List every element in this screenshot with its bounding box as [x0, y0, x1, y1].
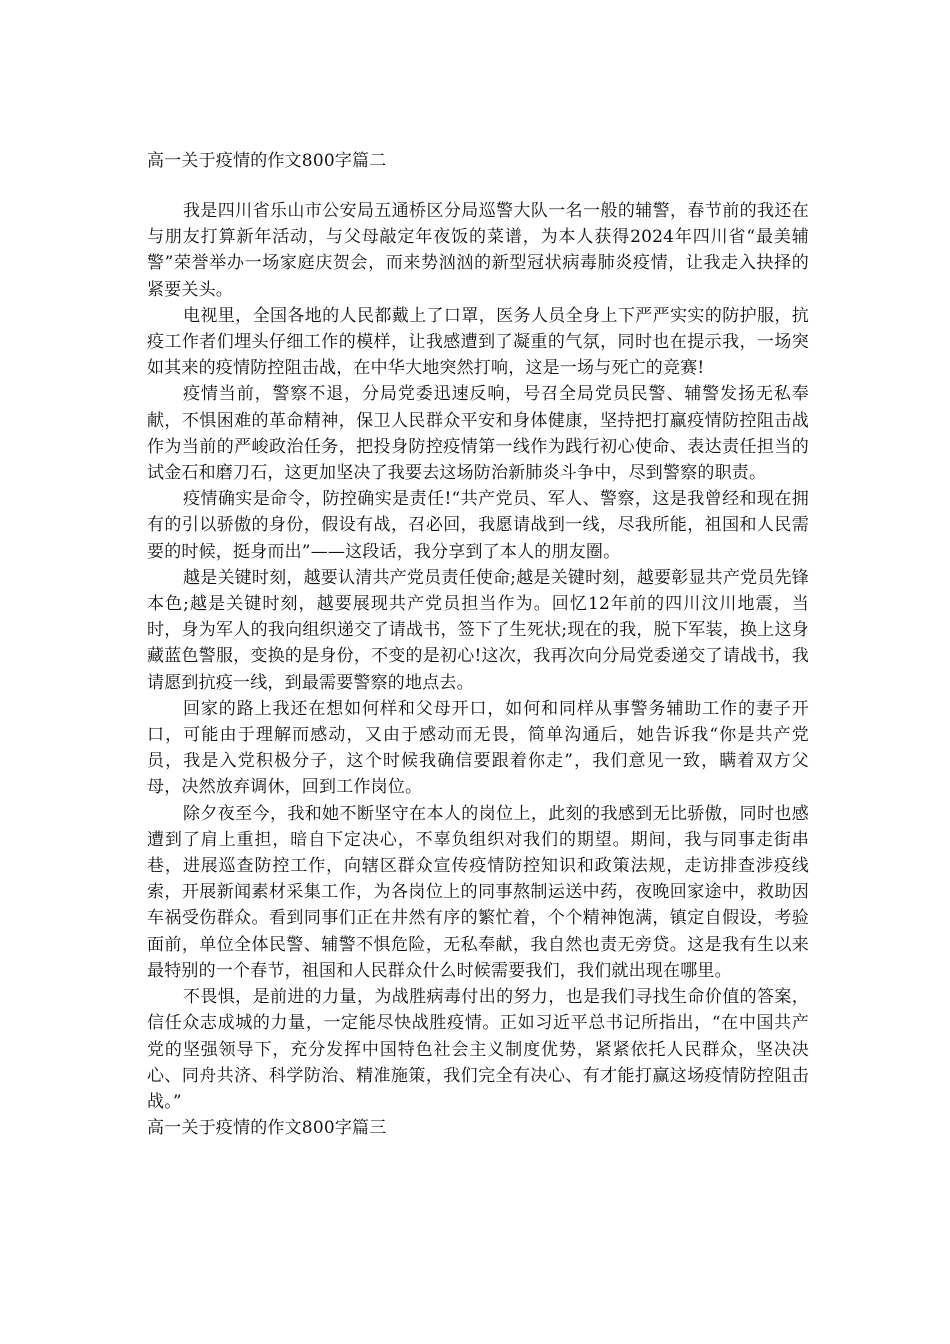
paragraph-5: 越是关键时刻，越要认清共产党员责任使命;越是关键时刻，越要彰显共产党员先锋本色;越是关键时刻，越要展现共产党员担当作为。回忆12年前的四川汶川地震，当时，身为军人的我向组织递交了请战书，签下了生死状;现在的我，脱下军装，换上这身藏蓝色警服，变换的是身份，不变的是初心!这次，我再次向分局党委递交了请战书，我请愿到抗疫一线，到最需要警察的地点去。 — [147, 567, 809, 693]
document-page — [147, 148, 809, 1141]
paragraph-7: 除夕夜至今，我和她不断坚守在本人的岗位上，此刻的我感到无比骄傲，同时也感遭到了肩上重担，暗自下定决心，不辜负组织对我们的期望。期间，我与同事走街串巷，进展巡查防控工作，向辖区群众宣传疫情防控知识和政策法规，走访排查涉疫线索，开展新闻素材采集工作，为各岗位上的同事熬制运送中药，夜晚回家途中，救助因车祸受伤群众。看到同事们正在井然有序的繁忙着，个个精神饱满，镇定自假设，考验面前，单位全体民警、辅警不惧危险，无私奉献，我自然也责无旁贷。这是我有生以来最特别的一个春节，祖国和人民群众什么时候需要我们，我们就出现在哪里。 — [147, 803, 809, 981]
section-title-3: 高一关于疫情的作文800字篇三 — [147, 1118, 387, 1139]
paragraph-8: 不畏惧，是前进的力量，为战胜病毒付出的努力，也是我们寻找生命价值的答案，信任众志成城的力量，一定能尽快战胜疫情。正如习近平总书记所指出，“在中国共产党的坚强领导下，充分发挥中国特色社会主义制度优势，紧紧依托人民群众，坚决决心、同舟共济、科学防治、精准施策，我们完全有决心、有才能打赢这场疫情防控阻击战。” — [147, 987, 809, 1112]
paragraph-4: 疫情确实是命令，防控确实是责任!“共产党员、军人、警察，这是我曾经和现在拥有的引以骄傲的身份，假设有战，召必回，我愿请战到一线，尽我所能，祖国和人民需要的时候，挺身而出”——这段话，我分享到了本人的朋友圈。 — [147, 489, 809, 562]
paragraph-6: 回家的路上我还在想如何样和父母开口，如何和同样从事警务辅助工作的妻子开口，可能由于理解而感动，又由于感动而无畏，简单沟通后，她告诉我“你是共产党员，我是入党积极分子，这个时候我确信要跟着你走”，我们意见一致，瞒着双方父母，决然放弃调休，回到工作岗位。 — [147, 698, 809, 798]
paragraph-1: 我是四川省乐山市公安局五通桥区分局巡警大队一名一般的辅警，春节前的我还在与朋友打算新年活动，与父母敲定年夜饭的菜谱，为本人获得2024年四川省“最美辅警”荣誉举办一场家庭庆贺会，而来势汹汹的新型冠状病毒肺炎疫情，让我走入抉择的紧要关头。 — [147, 201, 809, 300]
section-title-2: 高一关于疫情的作文800字篇二 — [147, 151, 387, 171]
paragraph-3: 疫情当前，警察不退，分局党委迅速反响，号召全局党员民警、辅警发扬无私奉献，不惧困难的革命精神，保卫人民群众平安和身体健康，坚持把打赢疫情防控阻击战作为当前的严峻政治任务，把投身防控疫情第一线作为践行初心使命、表达责任担当的试金石和磨刀石，这更加坚决了我要去这场防治新肺炎斗争中，尽到警察的职责。 — [147, 384, 809, 484]
paragraph-2: 电视里，全国各地的人民都戴上了口罩，医务人员全身上下严严实实的防护服，抗疫工作者们埋头仔细工作的模样，让我感遭到了凝重的气氛，同时也在提示我，一场突如其来的疫情防控阻击战，在中华大地突然打响，这是一场与死亡的竞赛! — [147, 305, 809, 379]
